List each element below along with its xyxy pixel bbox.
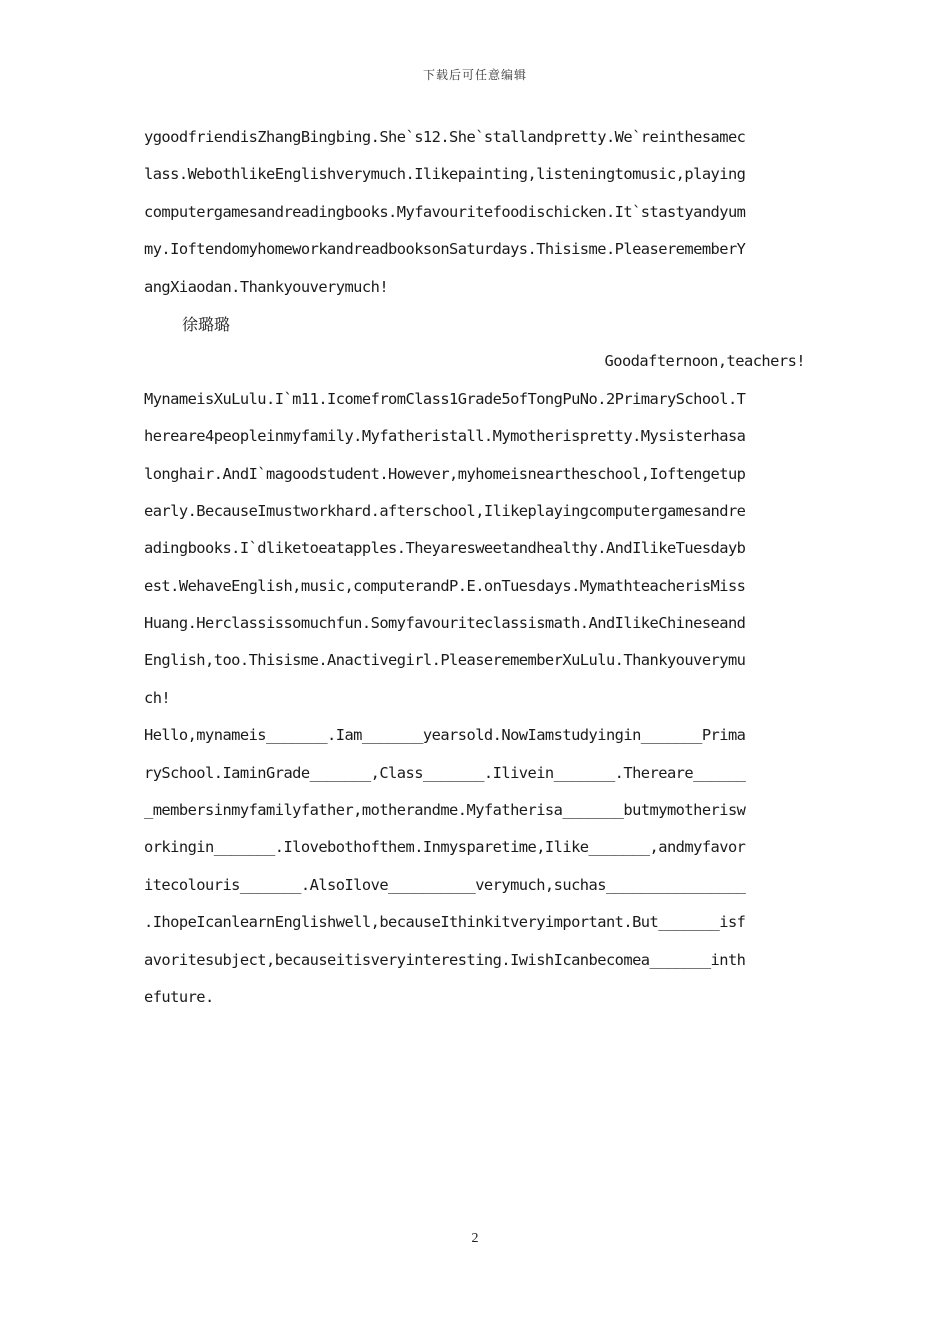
- template-line: orkingin_______.Ilovebothofthem.Inmysparetime,Ilike_______,andmyfavor: [144, 838, 746, 857]
- text-line: Huang.Herclassissomuchfun.Somyfavouriteclassismath.AndIlikeChineseand: [144, 614, 746, 633]
- page-number: 2: [471, 1231, 479, 1246]
- document-body: [144, 119, 805, 1016]
- text-line: early.BecauseImustworkhard.afterschool,Ilikeplayingcomputergamesandre: [144, 501, 746, 520]
- page-header: 下载后可任意编辑: [422, 68, 527, 82]
- text-line: ygoodfriendisZhangBingbing.She`s12.She`stallandpretty.We`reinthesamec: [144, 128, 746, 146]
- text-line: angXiaodan.Thankyouverymuch!: [144, 277, 389, 296]
- text-line: longhair.AndI`magoodstudent.However,myhomeisneartheschool,Ioftengetup: [144, 464, 746, 483]
- text-line: MynameisXuLulu.I`m11.IcomefromClass1Grade5ofTongPuNo.2PrimarySchool.T: [144, 389, 746, 408]
- text-line: lass.WebothlikeEnglishverymuch.Ilikepainting,listeningtomusic,playing: [144, 165, 746, 184]
- speaker-name: 徐璐璐: [182, 314, 231, 334]
- template-line: rySchool.IaminGrade_______,Class_______.Ilivein_______.Thereare______: [144, 763, 746, 782]
- text-line: ch!: [144, 688, 171, 707]
- text-line: computergamesandreadingbooks.Myfavouritefoodischicken.It`stastyandyum: [144, 202, 746, 221]
- text-line: est.WehaveEnglish,music,computerandP.E.onTuesdays.MymathteacherisMiss: [144, 576, 746, 595]
- template-line: Hello,mynameis_______.Iam_______yearsold.NowIamstudyingin_______Prima: [144, 726, 746, 745]
- text-line: adingbooks.I`dliketoeatapples.Theyaresweetandhealthy.AndIlikeTuesdayb: [144, 539, 746, 558]
- text-line: hereare4peopleinmyfamily.Myfatheristall.Mymotherispretty.Mysisterhasa: [144, 427, 746, 446]
- greeting-line: Goodafternoon,teachers!: [604, 352, 805, 371]
- template-line: itecolouris_______.AlsoIlove__________verymuch,suchas________________: [144, 875, 746, 894]
- text-line: my.IoftendomyhomeworkandreadbooksonSaturdays.Thisisme.PleaserememberY: [144, 240, 746, 259]
- template-line: _membersinmyfamilyfather,motherandme.Myfatherisa_______butmymotherisw: [144, 801, 746, 820]
- template-line: avoritesubject,becauseitisveryinteresting.IwishIcanbecomea_______inth: [144, 950, 746, 969]
- text-line: English,too.Thisisme.Anactivegirl.PleaserememberXuLulu.Thankyouverymu: [144, 651, 746, 670]
- template-line: .IhopeIcanlearnEnglishwell,becauseIthinkitveryimportant.But_______isf: [144, 913, 746, 932]
- template-line: efuture.: [144, 987, 214, 1006]
